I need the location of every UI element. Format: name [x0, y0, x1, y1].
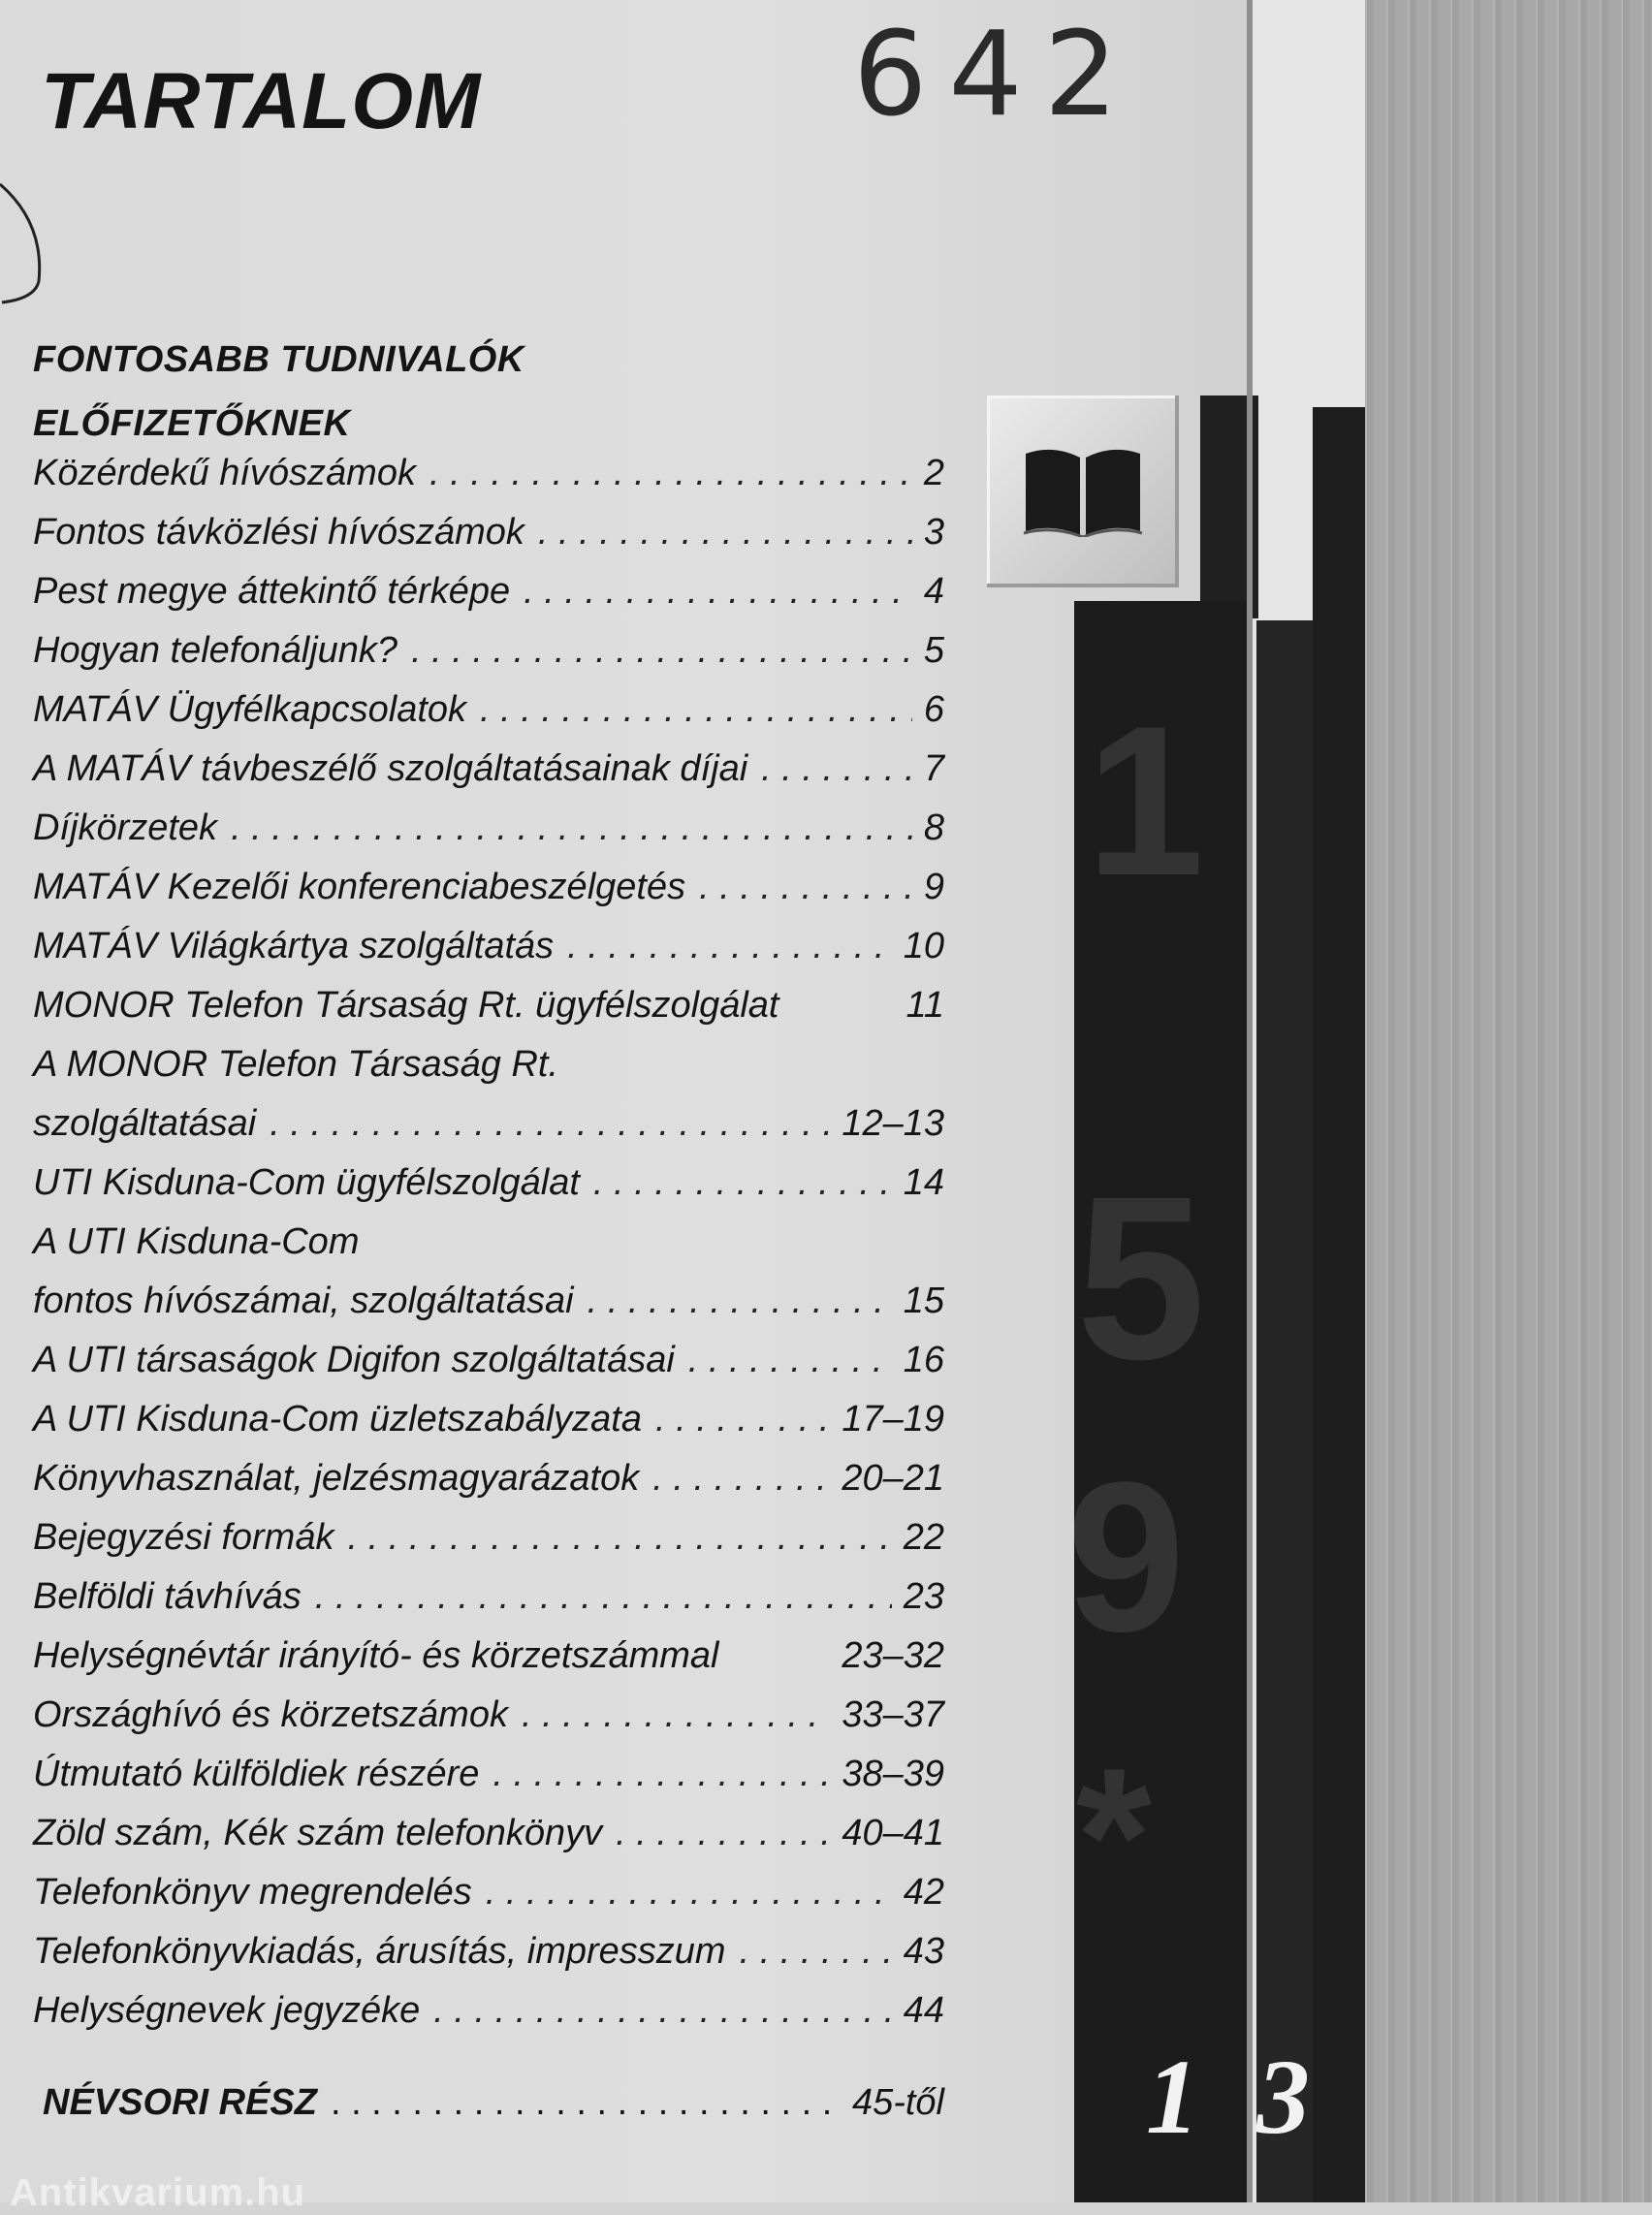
toc-entry[interactable]: [33, 1627, 944, 1686]
toc-entry-title: MATÁV Világkártya szolgáltatás: [33, 926, 555, 966]
toc-entry[interactable]: [33, 799, 944, 858]
toc-entry-title: A MONOR Telefon Társaság Rt.: [33, 1044, 559, 1085]
toc-entry-title: NÉVSORI RÉSZ: [43, 2082, 317, 2123]
toc-entry-page: 15: [903, 1281, 944, 1321]
toc-entry-page: 11: [905, 985, 944, 1026]
toc-entry-title: Hogyan telefonáljunk?: [33, 630, 398, 671]
toc-entry-page: 42: [903, 1872, 944, 1913]
toc-leader-dots: [492, 1745, 830, 1804]
toc-entry-page: 4: [923, 571, 944, 612]
toc-leader-dots: [699, 858, 912, 917]
toc-entry[interactable]: [33, 1272, 944, 1331]
toc-entry-page: 9: [923, 867, 944, 907]
toc-entry[interactable]: [33, 1804, 944, 1863]
toc-entry-page: 45-től: [851, 2082, 944, 2123]
toc-leader-dots: [411, 621, 912, 680]
toc-entry[interactable]: [33, 917, 944, 976]
toc-entry[interactable]: [33, 1567, 944, 1627]
toc-entry-page: 33–37: [842, 1694, 944, 1735]
toc-entry-page: 16: [903, 1340, 944, 1380]
toc-entry-page: 20–21: [842, 1458, 944, 1499]
toc-leader-dots: [486, 1863, 892, 1922]
toc-entry-title: A UTI társaságok Digifon szolgáltatásai: [33, 1340, 675, 1380]
page-fold: [1247, 0, 1253, 2202]
toc-entry-title: Zöld szám, Kék szám telefonkönyv: [33, 1813, 603, 1853]
toc-entry[interactable]: [33, 1508, 944, 1567]
toc-entry[interactable]: [33, 503, 944, 562]
toc-entry-title: Bejegyzési formák: [33, 1517, 334, 1558]
toc-leader-dots: [231, 799, 912, 858]
ghost-digit-decoration: 9: [1066, 1438, 1186, 1676]
open-book-icon: [1022, 444, 1144, 537]
toc-entry-title: Telefonkönyvkiadás, árusítás, impresszum: [33, 1931, 726, 1972]
side-number-left: 1: [1146, 2038, 1199, 2156]
toc-entry-page: 44: [903, 1990, 944, 2031]
section-heading: [33, 328, 524, 456]
toc-entry[interactable]: [33, 1922, 944, 1981]
toc-entry-title: A MATÁV távbeszélő szolgáltatásainak díjai: [33, 748, 748, 789]
toc-entry-title: fontos hívószámai, szolgáltatásai: [33, 1281, 574, 1321]
toc-leader-dots: [740, 1922, 892, 1981]
pen-mark-icon: [0, 174, 54, 320]
toc-entry-title: Helységnévtár irányító- és körzetszámmal: [33, 1635, 719, 1676]
toc-entry[interactable]: [33, 1449, 944, 1508]
toc-entry-page: 14: [903, 1162, 944, 1203]
toc-entry-title: MATÁV Ügyfélkapcsolatok: [33, 689, 467, 730]
toc-entry-page: 22: [903, 1517, 944, 1558]
toc-entry-title: UTI Kisduna-Com ügyfélszolgálat: [33, 1162, 580, 1203]
toc-leader-dots: [688, 1331, 892, 1390]
toc-entry[interactable]: [33, 1331, 944, 1390]
toc-entry[interactable]: [33, 1390, 944, 1449]
ghost-digit-decoration: *: [1076, 1728, 1152, 1945]
toc-leader-dots: [331, 2082, 841, 2124]
side-number-right: 3: [1256, 2038, 1310, 2156]
toc-entry-title: MONOR Telefon Társaság Rt. ügyfélszolgálat: [33, 985, 779, 1026]
toc-entry[interactable]: [33, 858, 944, 917]
toc-leader-dots: [538, 503, 912, 562]
toc-entry-title: Könyvhasználat, jelzésmagyarázatok: [33, 1458, 640, 1499]
toc-entry-first-line[interactable]: [33, 1035, 944, 1094]
toc-leader-dots: [347, 1508, 891, 1567]
toc-leader-dots: [567, 917, 892, 976]
toc-entry-title: szolgáltatásai: [33, 1103, 257, 1144]
toc-entry-title: MATÁV Kezelői konferenciabeszélgetés: [33, 867, 686, 907]
toc-leader-dots: [480, 680, 912, 740]
toc-entry-first-line[interactable]: [33, 1213, 944, 1272]
toc-entry-title: Fontos távközlési hívószámok: [33, 512, 524, 553]
toc-entry-title: Belföldi távhívás: [33, 1576, 302, 1617]
watermark: Antikvarium.hu: [10, 2171, 306, 2214]
toc-entry-page: 10: [903, 926, 944, 966]
toc-entry-page: 17–19: [842, 1399, 944, 1440]
toc-leader-dots: [524, 562, 912, 621]
toc-entry-page: 8: [923, 807, 944, 848]
toc-entry[interactable]: [33, 1686, 944, 1745]
toc-entry-title: A UTI Kisduna-Com üzletszabályzata: [33, 1399, 642, 1440]
toc-entry-title: A UTI Kisduna-Com: [33, 1221, 360, 1262]
toc-entry-page: 5: [923, 630, 944, 671]
toc-leader-dots: [270, 1094, 830, 1154]
toc-leader-dots: [433, 1981, 891, 2041]
section-heading-line2: ELŐFIZETŐKNEK: [33, 403, 351, 444]
toc-entry-page: 6: [923, 689, 944, 730]
toc-leader-dots: [522, 1686, 830, 1745]
toc-entry-title: Országhívó és körzetszámok: [33, 1694, 508, 1735]
toc-leader-dots: [655, 1390, 830, 1449]
book-icon-box: [987, 396, 1179, 587]
toc-entry-page: 23: [903, 1576, 944, 1617]
decorative-stripe-right: [1313, 407, 1365, 2202]
toc-entry-page: 38–39: [842, 1754, 944, 1794]
toc-leader-dots: [588, 1272, 892, 1331]
toc-leader-dots: [593, 1154, 892, 1213]
toc-entry[interactable]: [33, 562, 944, 621]
toc-entry-title: Közérdekű hívószámok: [33, 453, 416, 493]
toc-entry[interactable]: [33, 680, 944, 740]
toc-entry-title: Díjkörzetek: [33, 807, 218, 848]
table-of-contents: [33, 444, 944, 2041]
toc-entry-page: 2: [923, 453, 944, 493]
toc-entry-title: Útmutató külföldiek részére: [33, 1754, 480, 1794]
toc-entry[interactable]: [33, 1981, 944, 2041]
toc-entry-page: 3: [923, 512, 944, 553]
handwritten-number: 642: [853, 8, 1140, 142]
ghost-digit-decoration: 5: [1076, 1148, 1206, 1408]
toc-entry[interactable]: [33, 1745, 944, 1804]
toc-entry-page: 40–41: [842, 1813, 944, 1853]
textured-background: [1365, 0, 1652, 2202]
page-title: TARTALOM: [41, 57, 482, 145]
toc-entry[interactable]: [33, 621, 944, 680]
toc-leader-dots: [315, 1567, 892, 1627]
toc-entry-title: Helységnevek jegyzéke: [33, 1990, 421, 2031]
toc-entry-page: 43: [903, 1931, 944, 1972]
toc-entry-title: Pest megye áttekintő térképe: [33, 571, 511, 612]
toc-leader-dots: [616, 1804, 830, 1863]
toc-entry[interactable]: [33, 740, 944, 799]
toc-entry-title: Telefonkönyv megrendelés: [33, 1872, 472, 1913]
toc-entry-page: 12–13: [842, 1103, 944, 1144]
toc-entry[interactable]: [33, 1094, 944, 1154]
toc-entry[interactable]: [33, 444, 944, 503]
section-heading-line1: FONTOSABB TUDNIVALÓK: [33, 339, 524, 380]
toc-entry-nevsori[interactable]: [43, 2082, 944, 2124]
toc-entry[interactable]: [33, 1863, 944, 1922]
ghost-digit-decoration: 1: [1086, 681, 1205, 920]
decorative-stripe-inner: [1256, 620, 1313, 2202]
toc-leader-dots: [652, 1449, 830, 1508]
toc-entry-page: 7: [923, 748, 944, 789]
toc-entry[interactable]: [33, 1154, 944, 1213]
toc-entry-page: 23–32: [842, 1635, 944, 1676]
toc-leader-dots: [761, 740, 912, 799]
toc-leader-dots: [429, 444, 912, 503]
toc-entry[interactable]: [33, 976, 944, 1035]
